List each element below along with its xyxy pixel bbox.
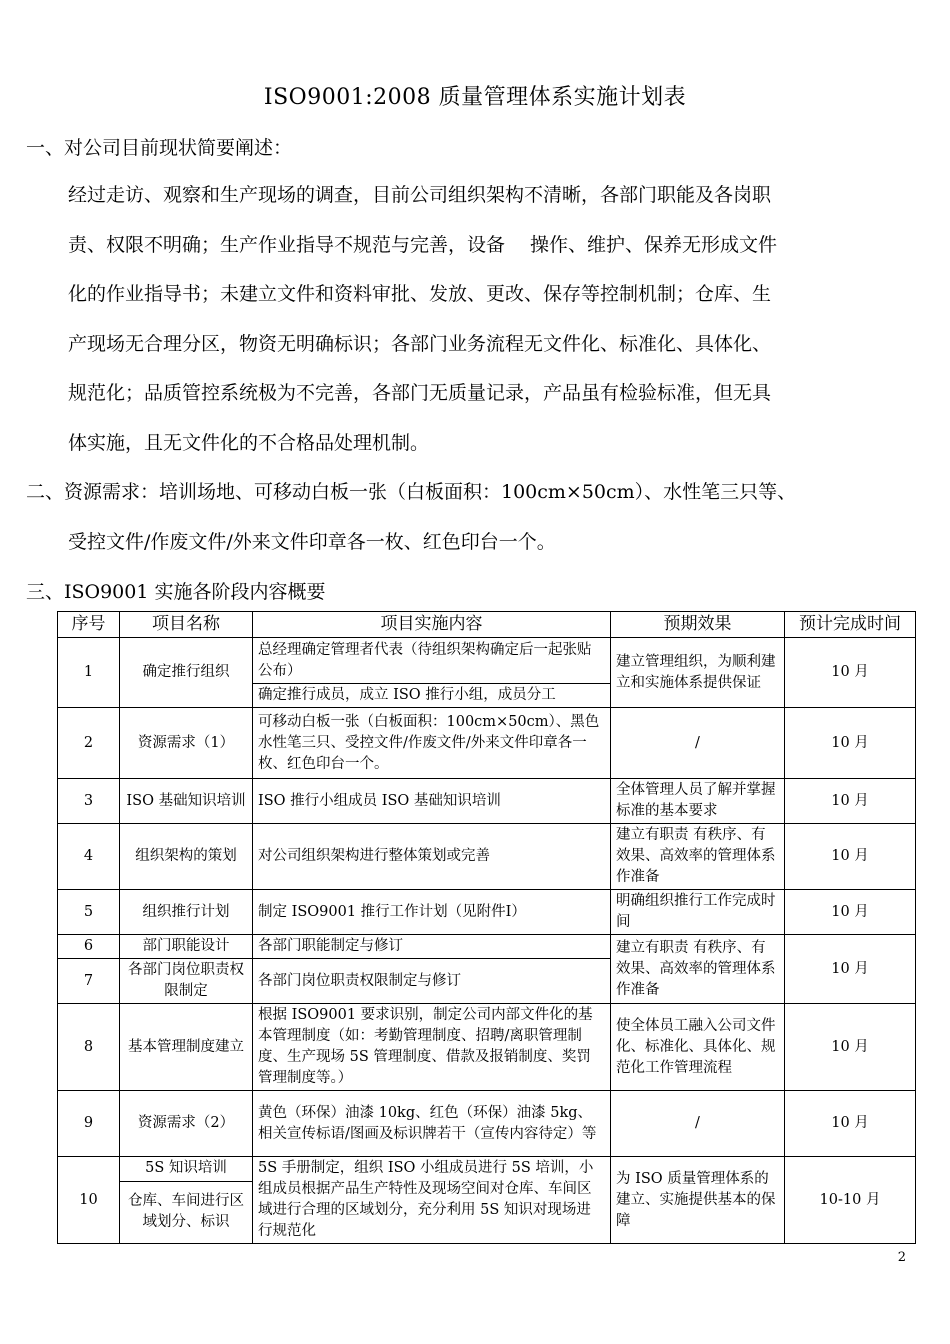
header-name: 项目名称 xyxy=(120,612,253,638)
header-effect: 预期效果 xyxy=(611,612,785,638)
cell-no: 6 xyxy=(58,935,120,959)
cell-content: 总经理确定管理者代表（待组织架构确定后一起张贴公布） xyxy=(253,638,611,684)
cell-time: 10 月 xyxy=(785,824,916,890)
cell-content: 黄色（环保）油漆 10kg、红色（环保）油漆 5kg、相关宣传标语/图画及标识牌若干（宣传内容待定）等 xyxy=(253,1091,611,1157)
table-row xyxy=(58,1157,916,1182)
cell-name: 各部门岗位职责权限制定 xyxy=(120,959,253,1004)
implementation-plan-table xyxy=(57,611,916,1244)
cell-effect: 建立有职责 有秩序、有效果、高效率的管理体系作准备 xyxy=(611,824,785,890)
cell-effect: 建立管理组织，为顺利建立和实施体系提供保证 xyxy=(611,638,785,708)
table-header-row xyxy=(58,612,916,638)
cell-effect: / xyxy=(611,708,785,779)
section1-line: 化的作业指导书；未建立文件和资料审批、发放、更改、保存等控制机制；仓库、生 xyxy=(68,283,772,305)
cell-no: 9 xyxy=(58,1091,120,1157)
table-row xyxy=(58,708,916,779)
cell-time: 10 月 xyxy=(785,779,916,824)
cell-no: 4 xyxy=(58,824,120,890)
table-row xyxy=(58,890,916,935)
cell-name: 基本管理制度建立 xyxy=(120,1004,253,1091)
section1-line: 体实施，且无文件化的不合格品处理机制。 xyxy=(68,431,430,454)
cell-effect: 使全体员工融入公司文件化、标准化、具体化、规范化工作管理流程 xyxy=(611,1004,785,1091)
cell-content: ISO 推行小组成员 ISO 基础知识培训 xyxy=(253,779,611,824)
cell-time: 10 月 xyxy=(785,1004,916,1091)
section3-heading: 三、ISO9001 实施各阶段内容概要 xyxy=(26,581,326,603)
cell-no: 2 xyxy=(58,708,120,779)
document-title: ISO9001:2008 质量管理体系实施计划表 xyxy=(263,85,687,110)
section2-paragraph xyxy=(26,468,906,567)
cell-content: 确定推行成员，成立 ISO 推行小组，成员分工 xyxy=(253,684,611,708)
cell-time: 10 月 xyxy=(785,708,916,779)
cell-no: 1 xyxy=(58,638,120,708)
cell-content: 各部门职能制定与修订 xyxy=(253,935,611,959)
page-number: 2 xyxy=(897,1250,906,1265)
cell-name: 确定推行组织 xyxy=(120,638,253,708)
cell-name: 组织推行计划 xyxy=(120,890,253,935)
cell-time: 10 月 xyxy=(785,935,916,1004)
section1-paragraph xyxy=(26,171,906,468)
cell-content: 根据 ISO9001 要求识别，制定公司内部文件化的基本管理制度（如：考勤管理制度、招聘/离职管理制度、生产现场 5S 管理制度、借款及报销制度、奖罚管理制度等。） xyxy=(253,1004,611,1091)
header-content: 项目实施内容 xyxy=(253,612,611,638)
cell-time: 10 月 xyxy=(785,1091,916,1157)
table-row xyxy=(58,638,916,684)
table-row xyxy=(58,779,916,824)
cell-effect: / xyxy=(611,1091,785,1157)
cell-content: 可移动白板一张（白板面积：100cm×50cm）、黑色水性笔三只、受控文件/作废文件/外来文件印章各一枚、红色印台一个。 xyxy=(253,708,611,779)
cell-no: 7 xyxy=(58,959,120,1004)
table-row xyxy=(58,824,916,890)
cell-content: 各部门岗位职责权限制定与修订 xyxy=(253,959,611,1004)
cell-content: 对公司组织架构进行整体策划或完善 xyxy=(253,824,611,890)
cell-effect: 明确组织推行工作完成时间 xyxy=(611,890,785,935)
table-row xyxy=(58,935,916,959)
section1-line: 规范化；品质管控系统极为不完善，各部门无质量记录，产品虽有检验标准，但无具 xyxy=(68,382,772,404)
cell-name: 部门职能设计 xyxy=(120,935,253,959)
cell-name: 仓库、车间进行区域划分、标识 xyxy=(120,1181,253,1243)
cell-name: 组织架构的策划 xyxy=(120,824,253,890)
table-row xyxy=(58,1004,916,1091)
section1-heading: 一、对公司目前现状简要阐述： xyxy=(26,137,293,159)
cell-effect: 全体管理人员了解并掌握标准的基本要求 xyxy=(611,779,785,824)
cell-no: 8 xyxy=(58,1004,120,1091)
cell-no: 3 xyxy=(58,779,120,824)
cell-content: 5S 手册制定，组织 ISO 小组成员进行 5S 培训，小组成员根据产品生产特性及现场空间对仓库、车间区域进行合理的区域划分，充分利用 5S 知识对现场进行规范化 xyxy=(253,1157,611,1244)
cell-time: 10 月 xyxy=(785,638,916,708)
cell-name: ISO 基础知识培训 xyxy=(120,779,253,824)
header-time: 预计完成时间 xyxy=(785,612,916,638)
cell-time: 10-10 月 xyxy=(785,1157,916,1244)
header-no: 序号 xyxy=(58,612,120,638)
section2-line: 二、资源需求：培训场地、可移动白板一张（白板面积：100cm×50cm）、水性笔三只等、 xyxy=(26,481,797,503)
cell-effect: 为 ISO 质量管理体系的建立、实施提供基本的保障 xyxy=(611,1157,785,1244)
cell-name: 5S 知识培训 xyxy=(120,1157,253,1182)
section1-line: 产现场无合理分区，物资无明确标识；各部门业务流程无文件化、标准化、具体化、 xyxy=(68,332,772,355)
section2-line: 受控文件/作废文件/外来文件印章各一枚、红色印台一个。 xyxy=(68,530,556,553)
cell-name: 资源需求（2） xyxy=(120,1091,253,1157)
cell-content: 制定 ISO9001 推行工作计划（见附件Ⅰ） xyxy=(253,890,611,935)
cell-effect: 建立有职责 有秩序、有效果、高效率的管理体系作准备 xyxy=(611,935,785,1004)
cell-name: 资源需求（1） xyxy=(120,708,253,779)
cell-no: 5 xyxy=(58,890,120,935)
table-row xyxy=(58,1091,916,1157)
section1-line: 经过走访、观察和生产现场的调查，目前公司组织架构不清晰，各部门职能及各岗职 xyxy=(68,184,772,206)
cell-no: 10 xyxy=(58,1157,120,1244)
section1-line: 责、权限不明确；生产作业指导不规范与完善，设备 操作、维护、保养无形成文件 xyxy=(68,233,778,256)
cell-time: 10 月 xyxy=(785,890,916,935)
